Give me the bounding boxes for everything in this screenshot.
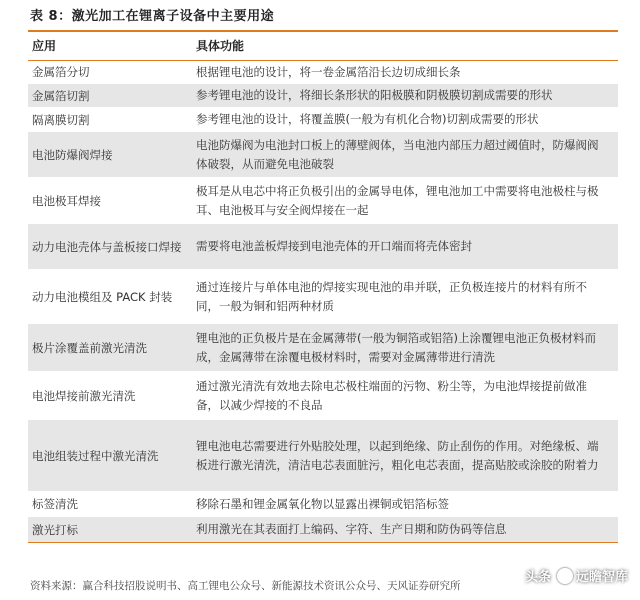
table-row — [28, 61, 618, 84]
source-note: 资料来源：赢合科技招股说明书、高工锂电公众号、新能源技术资讯公众号、天风证券研究所 — [30, 580, 461, 592]
row-application: 金属箔分切 — [32, 65, 90, 79]
row-application: 极片涂覆盖前激光清洗 — [32, 340, 147, 355]
row-function: 根据锂电池的设计，将一卷金属箔沿长边切成细长条 — [196, 64, 461, 79]
row-application: 电池极耳焊接 — [32, 193, 101, 208]
table-row — [28, 132, 618, 178]
row-application: 隔离膜切割 — [32, 112, 90, 127]
table-row — [28, 420, 618, 492]
row-function: 需要将电池盖板焊接到电池壳体的开口端而将壳体密封 — [196, 239, 472, 253]
row-function: 移除石墨和锂金属氧化物以显露出裸铜或铝箔标签 — [196, 496, 449, 511]
table-row — [28, 517, 618, 543]
header-application: 应用 — [32, 39, 57, 53]
row-function: 电池防爆阀为电池封口板上的薄壁阀体，当电池内部压力超过阈值时，防爆阀阀体破裂，从而避免电池破裂 — [196, 137, 599, 171]
row-function: 极耳是从电芯中将正负极引出的金属导电体，锂电池加工中需要将电池极柱与极耳、电池极耳与安全阀焊接在一起 — [196, 183, 599, 217]
header-function: 具体功能 — [196, 38, 245, 53]
table-row — [28, 224, 618, 270]
table-row — [28, 108, 618, 132]
table-row — [28, 492, 618, 517]
row-function: 锂电池电芯需要进行外贴胶处理，以起到绝缘、防止刮伤的作用。对绝缘板、端板进行激光清洗，清洁电芯表面脏污，粗化电芯表面，提高贴胶或涂胶的附着力 — [196, 438, 599, 472]
row-function: 通过激光清洗有效地去除电芯极柱端面的污物、粉尘等，为电池焊接提前做准备，以减少焊接的不良品 — [196, 378, 587, 412]
table-header — [28, 32, 618, 61]
table-row — [28, 270, 618, 324]
watermark-account: 远瞻智库 — [575, 570, 628, 585]
usage-table — [28, 30, 618, 543]
row-application: 电池焊接前激光清洗 — [32, 388, 136, 403]
row-application: 电池防爆阀焊接 — [32, 147, 113, 162]
row-application: 动力电池壳体与盖板接口焊接 — [32, 239, 182, 254]
table-row — [28, 178, 618, 224]
table-row — [28, 84, 618, 108]
at-icon — [557, 568, 573, 584]
row-function: 利用激光在其表面打上编码、字符、生产日期和防伪码等信息 — [196, 522, 507, 536]
row-application: 电池组装过程中激光清洗 — [32, 448, 159, 463]
watermark — [525, 566, 628, 585]
row-application: 动力电池模组及 PACK 封装 — [32, 289, 173, 304]
row-function: 通过连接片与单体电池的焊接实现电池的串并联，正负极连接片的材料有所不同，一般为铜和铝两种材质 — [196, 279, 587, 313]
row-application: 金属箔切割 — [32, 88, 90, 103]
table-row — [28, 324, 618, 372]
watermark-platform: 头条 — [524, 570, 551, 585]
row-application: 激光打标 — [32, 522, 78, 537]
row-application: 标签清洗 — [32, 497, 78, 511]
row-function: 参考锂电池的设计，将覆盖膜(一般为有机化合物)切割成需要的形状 — [196, 112, 539, 126]
table-row — [28, 372, 618, 420]
row-function: 参考锂电池的设计，将细长条形状的阳极膜和阴极膜切割成需要的形状 — [196, 88, 553, 102]
table-title: 表 8：激光加工在锂离子设备中主要用途 — [30, 9, 275, 24]
row-function: 锂电池的正负极片是在金属薄带(一般为铜箔或铝箔)上涂覆锂电池正负极材料而成，金属薄带在涂覆电极材料时，需要对金属薄带进行清洗 — [196, 330, 596, 364]
